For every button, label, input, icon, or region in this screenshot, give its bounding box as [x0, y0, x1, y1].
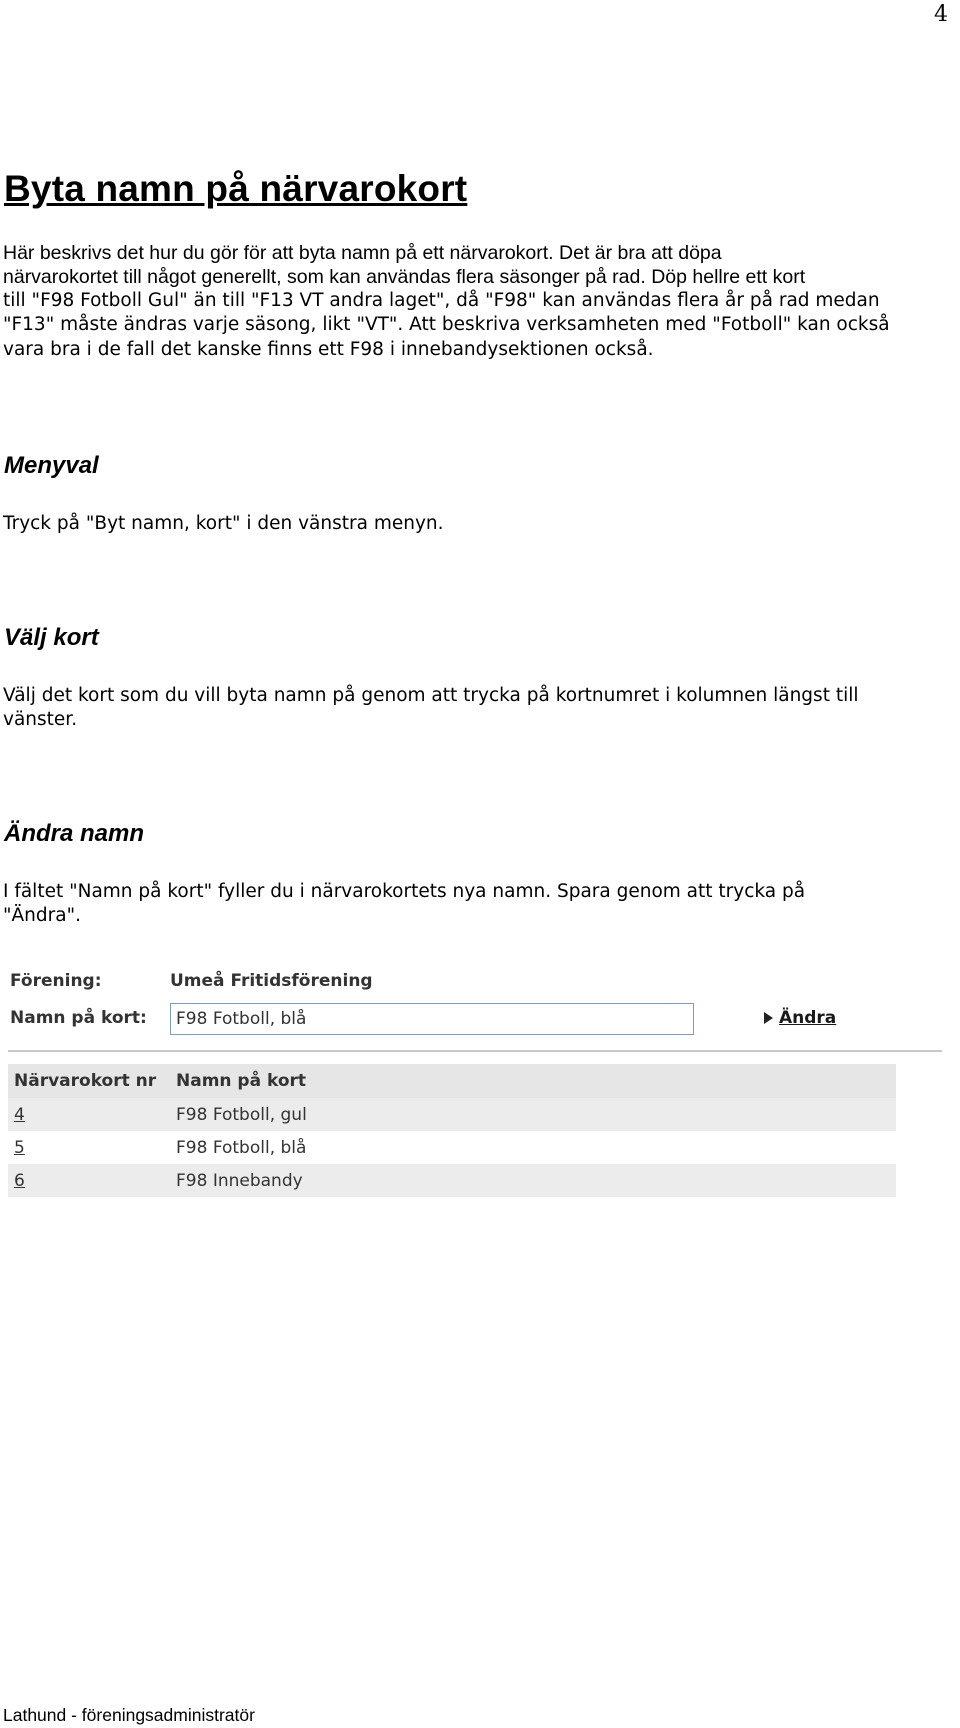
section-heading-valj-kort: Välj kort: [4, 624, 99, 651]
column-header-nr: Närvarokort nr: [8, 1064, 170, 1098]
forening-label: Förening:: [10, 971, 102, 991]
page-number: 4: [934, 2, 948, 27]
card-number-link[interactable]: 6: [14, 1170, 25, 1191]
name-label: Namn på kort:: [10, 1008, 147, 1028]
divider: [8, 1050, 942, 1052]
table-row: [8, 1131, 896, 1164]
intro-line: till "F98 Fotboll Gul" än till "F13 VT andra laget", då "F98" kan användas flera år på rad medan: [3, 290, 880, 311]
intro-line: Här beskrivs det hur du gör för att byta namn på ett närvarokort. Det är bra att döpa: [3, 242, 722, 264]
footer-text: Lathund - föreningsadministratör: [3, 1705, 255, 1725]
section-heading-menyval: Menyval: [4, 452, 99, 479]
card-name-input[interactable]: [170, 1003, 694, 1035]
arrow-right-icon: [764, 1012, 773, 1024]
table-header-row: [8, 1064, 896, 1098]
section-text: "Ändra".: [3, 905, 81, 926]
andra-link[interactable]: Ändra: [779, 1008, 837, 1028]
card-table: [8, 1064, 896, 1197]
section-text: Välj det kort som du vill byta namn på genom att trycka på kortnumret i kolumnen längst till: [3, 685, 859, 706]
rename-card-screenshot: [4, 960, 944, 1200]
card-number-link[interactable]: 4: [14, 1104, 25, 1125]
column-header-name: Namn på kort: [170, 1064, 896, 1098]
section-text: vänster.: [3, 709, 78, 730]
card-name-cell: F98 Fotboll, gul: [170, 1098, 896, 1131]
intro-line: "F13" måste ändras varje säsong, likt "VT". Att beskriva verksamheten med "Fotboll" kan också: [3, 314, 890, 335]
section-text: I fältet "Namn på kort" fyller du i närvarokortets nya namn. Spara genom att trycka på: [3, 881, 806, 902]
intro-line: vara bra i de fall det kanske finns ett F98 i innebandysektionen också.: [3, 339, 654, 360]
card-name-cell: F98 Fotboll, blå: [176, 1137, 307, 1158]
section-text: Tryck på "Byt namn, kort" i den vänstra menyn.: [3, 513, 444, 534]
page-title: Byta namn på närvarokort: [4, 168, 468, 209]
card-name-cell: F98 Innebandy: [170, 1164, 896, 1197]
card-number-link[interactable]: 5: [14, 1137, 25, 1158]
section-heading-andra-namn: Ändra namn: [4, 820, 145, 847]
andra-button[interactable]: [764, 1008, 836, 1028]
table-row: [8, 1164, 896, 1197]
forening-value: Umeå Fritidsförening: [170, 971, 373, 991]
intro-line: närvarokortet till något generellt, som kan användas flera säsonger på rad. Döp hellre ett kort: [3, 266, 806, 288]
table-row: [8, 1098, 896, 1131]
